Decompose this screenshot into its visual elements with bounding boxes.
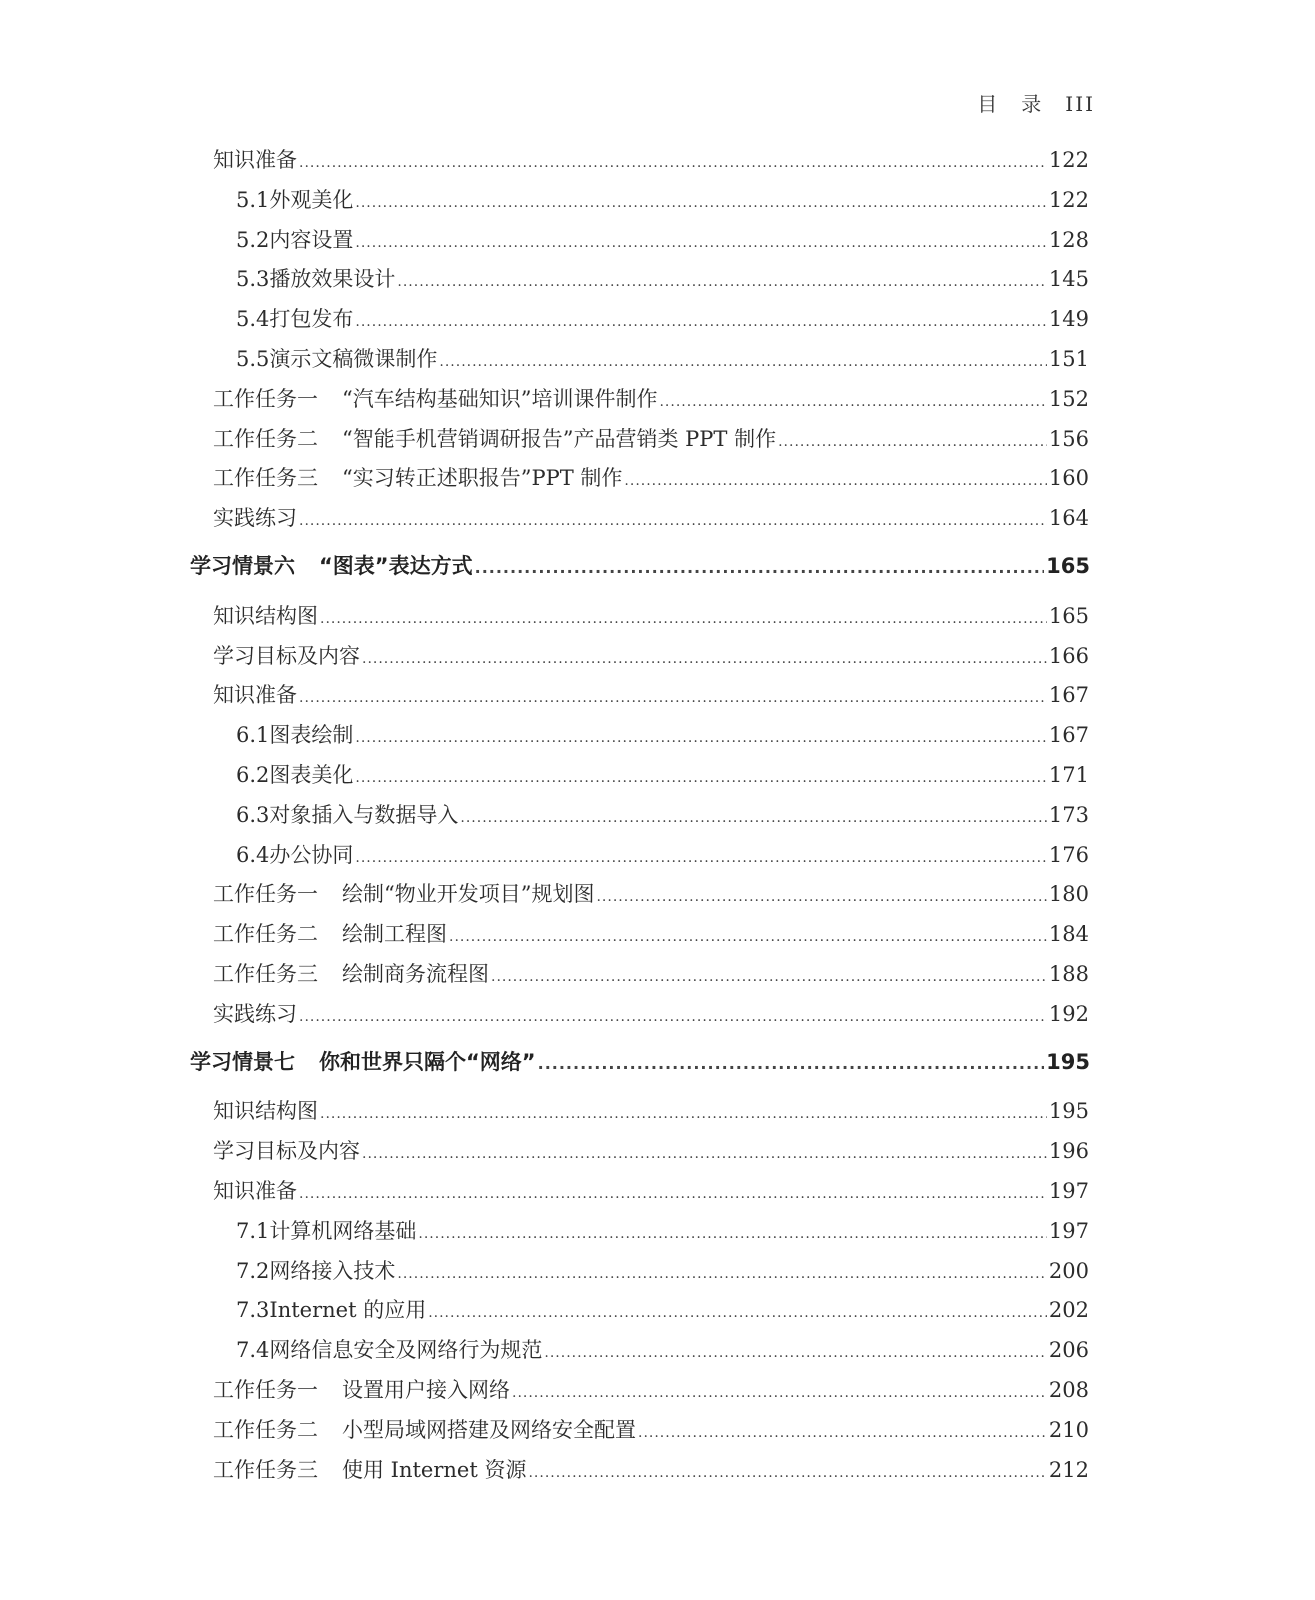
- dot-leader: [638, 1425, 1047, 1441]
- toc-entry-title: 你和世界只隔个“网络”: [319, 1050, 536, 1074]
- dot-leader: [355, 730, 1047, 746]
- toc-entry[interactable]: [213, 958, 1089, 988]
- toc-entry[interactable]: [236, 1215, 1089, 1245]
- dot-leader: [355, 850, 1047, 866]
- toc-entry-prefix: 工作任务二: [213, 427, 318, 451]
- toc-entry[interactable]: [213, 144, 1089, 174]
- toc-entry-title: 知识准备: [213, 683, 297, 707]
- toc-entry-title: 知识准备: [213, 1179, 297, 1203]
- toc-entry-prefix: 工作任务二: [213, 922, 318, 946]
- toc-entry-prefix: 工作任务一: [213, 1378, 318, 1402]
- toc-entry-page-number: 173: [1048, 803, 1089, 827]
- dot-leader: [624, 473, 1046, 489]
- toc-entry-title: “实习转正述职报告”PPT 制作: [342, 466, 623, 490]
- toc-entry[interactable]: [236, 1294, 1089, 1324]
- toc-entry[interactable]: [213, 998, 1089, 1028]
- dot-leader: [299, 155, 1047, 171]
- toc-entry-title: 学习目标及内容: [213, 644, 360, 668]
- toc-entry-page-number: 202: [1048, 1298, 1089, 1322]
- toc-entry[interactable]: [236, 799, 1089, 829]
- dot-leader: [544, 1345, 1047, 1361]
- toc-entry-page-number: 188: [1048, 962, 1089, 986]
- toc-entry[interactable]: [236, 759, 1089, 789]
- page-header: [977, 88, 1095, 117]
- dot-leader: [355, 235, 1047, 251]
- toc-entry-page-number: 184: [1048, 922, 1089, 946]
- dot-leader: [538, 1054, 1045, 1073]
- toc-entry-title: 播放效果设计: [269, 267, 396, 291]
- header-page-roman: III: [1065, 92, 1095, 116]
- toc-entry-page-number: 200: [1048, 1259, 1089, 1283]
- dot-leader: [528, 1465, 1046, 1481]
- dot-leader: [460, 810, 1047, 826]
- toc-entry[interactable]: [213, 918, 1089, 948]
- dot-leader: [362, 1146, 1047, 1162]
- toc-entry-number: 5.5: [236, 347, 270, 371]
- dot-leader: [355, 195, 1047, 211]
- toc-entry[interactable]: [213, 502, 1089, 532]
- toc-entry-number: 5.1: [236, 188, 270, 212]
- toc-entry-title: 实践练习: [213, 1002, 297, 1026]
- toc-entry-number: 7.2: [236, 1259, 270, 1283]
- toc-entry-title: 知识结构图: [213, 604, 318, 628]
- toc-entry[interactable]: [213, 1454, 1089, 1484]
- toc-entry-page-number: 122: [1048, 148, 1089, 172]
- toc-entry-title: Internet 的应用: [269, 1298, 427, 1322]
- toc-entry[interactable]: [236, 263, 1089, 293]
- toc-entry-title: 网络信息安全及网络行为规范: [269, 1338, 543, 1362]
- toc-entry[interactable]: [236, 719, 1089, 749]
- toc-entry-title: 图表美化: [269, 763, 354, 787]
- toc-entry-page-number: 196: [1048, 1139, 1089, 1163]
- toc-entry[interactable]: [213, 423, 1089, 453]
- toc-entry[interactable]: [236, 184, 1089, 214]
- toc-entry-page-number: 160: [1048, 466, 1089, 490]
- toc-entry-title: “智能手机营销调研报告”产品营销类 PPT 制作: [342, 427, 777, 451]
- toc-entry[interactable]: [213, 1374, 1089, 1404]
- toc-entry[interactable]: [236, 303, 1089, 333]
- toc-chapter-entry[interactable]: [190, 550, 1090, 580]
- toc-entry-page-number: 167: [1048, 723, 1089, 747]
- toc-entry-prefix: 工作任务二: [213, 1418, 318, 1442]
- toc-entry[interactable]: [236, 224, 1089, 254]
- toc-entry[interactable]: [236, 1334, 1089, 1364]
- dot-leader: [355, 770, 1047, 786]
- dot-leader: [512, 1385, 1047, 1401]
- toc-entry[interactable]: [236, 1255, 1089, 1285]
- dot-leader: [362, 651, 1047, 667]
- dot-leader: [778, 434, 1047, 450]
- toc-entry-page-number: 197: [1048, 1219, 1089, 1243]
- toc-entry-title: 使用 Internet 资源: [342, 1458, 527, 1482]
- toc-entry-number: 7.3: [236, 1298, 270, 1322]
- toc-entry-number: 7.1: [236, 1219, 270, 1243]
- toc-entry-number: 5.3: [236, 267, 270, 291]
- toc-entry-page-number: 151: [1048, 347, 1089, 371]
- toc-entry[interactable]: [213, 383, 1089, 413]
- toc-entry-page-number: 171: [1048, 763, 1089, 787]
- toc-entry-title: 设置用户接入网络: [342, 1378, 510, 1402]
- toc-entry-page-number: 156: [1048, 427, 1089, 451]
- toc-entry[interactable]: [213, 1095, 1089, 1125]
- toc-entry-prefix: 工作任务一: [213, 387, 318, 411]
- dot-leader: [659, 394, 1046, 410]
- toc-entry[interactable]: [236, 839, 1089, 869]
- toc-entry-page-number: 166: [1048, 644, 1089, 668]
- toc-entry[interactable]: [236, 343, 1089, 373]
- dot-leader: [596, 889, 1046, 905]
- dot-leader: [320, 611, 1047, 627]
- toc-entry-title: “图表”表达方式: [319, 554, 473, 578]
- dot-leader: [299, 690, 1047, 706]
- toc-entry-number: 5.4: [236, 307, 270, 331]
- toc-entry-number: 6.3: [236, 803, 270, 827]
- toc-entry-title: 外观美化: [269, 188, 354, 212]
- toc-entry-title: 学习目标及内容: [213, 1139, 360, 1163]
- toc-entry-prefix: 工作任务三: [213, 962, 318, 986]
- toc-entry-title: 图表绘制: [269, 723, 354, 747]
- toc-entry-title: 办公协同: [269, 843, 354, 867]
- toc-entry-page-number: 165: [1048, 604, 1089, 628]
- dot-leader: [475, 558, 1045, 577]
- toc-entry-number: 7.4: [236, 1338, 270, 1362]
- dot-leader: [299, 1009, 1047, 1025]
- toc-entry-page-number: 176: [1048, 843, 1089, 867]
- toc-entry-number: 6.2: [236, 763, 270, 787]
- toc-entry-number: 6.4: [236, 843, 270, 867]
- toc-entry[interactable]: [213, 878, 1089, 908]
- dot-leader: [299, 513, 1047, 529]
- toc-entry-page-number: 145: [1048, 267, 1089, 291]
- toc-entry-page-number: 152: [1048, 387, 1089, 411]
- toc-entry-title: 小型局域网搭建及网络安全配置: [342, 1418, 636, 1442]
- toc-entry-title: “汽车结构基础知识”培训课件制作: [342, 387, 658, 411]
- toc-entry[interactable]: [213, 640, 1089, 670]
- toc-entry-title: 知识准备: [213, 148, 297, 172]
- toc-entry-prefix: 学习情景七: [190, 1050, 295, 1074]
- header-section-title: 目 录: [977, 92, 1044, 116]
- dot-leader: [397, 1266, 1047, 1282]
- toc-entry-title: 绘制工程图: [342, 922, 447, 946]
- toc-entry-prefix: 学习情景六: [190, 554, 295, 578]
- dot-leader: [320, 1106, 1047, 1122]
- dot-leader: [397, 274, 1047, 290]
- toc-entry[interactable]: [213, 1175, 1089, 1205]
- dot-leader: [491, 969, 1047, 985]
- toc-entry-title: 内容设置: [269, 228, 354, 252]
- toc-entry[interactable]: [213, 600, 1089, 630]
- toc-entry-page-number: 212: [1048, 1458, 1089, 1482]
- toc-entry-title: 计算机网络基础: [269, 1219, 417, 1243]
- toc-chapter-entry[interactable]: [190, 1046, 1090, 1076]
- toc-entry[interactable]: [213, 1135, 1089, 1165]
- toc-entry-prefix: 工作任务三: [213, 466, 318, 490]
- toc-entry-page-number: 167: [1048, 683, 1089, 707]
- toc-entry-title: 绘制商务流程图: [342, 962, 489, 986]
- toc-entry[interactable]: [213, 679, 1089, 709]
- toc-entry[interactable]: [213, 1414, 1089, 1444]
- toc-entry-title: 对象插入与数据导入: [269, 803, 459, 827]
- toc-entry-title: 演示文稿微课制作: [269, 347, 438, 371]
- toc-entry[interactable]: [213, 462, 1089, 492]
- toc-entry-prefix: 工作任务一: [213, 882, 318, 906]
- toc-entry-number: 6.1: [236, 723, 270, 747]
- toc-entry-page-number: 210: [1048, 1418, 1089, 1442]
- toc-entry-page-number: 180: [1048, 882, 1089, 906]
- toc-entry-title: 实践练习: [213, 506, 297, 530]
- toc-entry-page-number: 206: [1048, 1338, 1089, 1362]
- toc-entry-page-number: 197: [1048, 1179, 1089, 1203]
- toc-entry-title: 知识结构图: [213, 1099, 318, 1123]
- toc-entry-number: 5.2: [236, 228, 270, 252]
- toc-entry-page-number: 195: [1046, 1050, 1090, 1074]
- toc-entry-page-number: 164: [1048, 506, 1089, 530]
- toc-entry-prefix: 工作任务三: [213, 1458, 318, 1482]
- toc-entry-page-number: 195: [1048, 1099, 1089, 1123]
- dot-leader: [299, 1186, 1047, 1202]
- toc-entry-page-number: 149: [1048, 307, 1089, 331]
- toc-entry-title: 绘制“物业开发项目”规划图: [342, 882, 595, 906]
- dot-leader: [355, 314, 1047, 330]
- dot-leader: [439, 354, 1047, 370]
- toc-entry-page-number: 208: [1048, 1378, 1089, 1402]
- dot-leader: [428, 1305, 1047, 1321]
- toc-entry-page-number: 192: [1048, 1002, 1089, 1026]
- dot-leader: [418, 1226, 1047, 1242]
- toc-entry-page-number: 165: [1046, 554, 1090, 578]
- toc-entry-page-number: 128: [1048, 228, 1089, 252]
- dot-leader: [449, 929, 1047, 945]
- toc-entry-page-number: 122: [1048, 188, 1089, 212]
- toc-entry-title: 打包发布: [269, 307, 354, 331]
- toc-entry-title: 网络接入技术: [269, 1259, 396, 1283]
